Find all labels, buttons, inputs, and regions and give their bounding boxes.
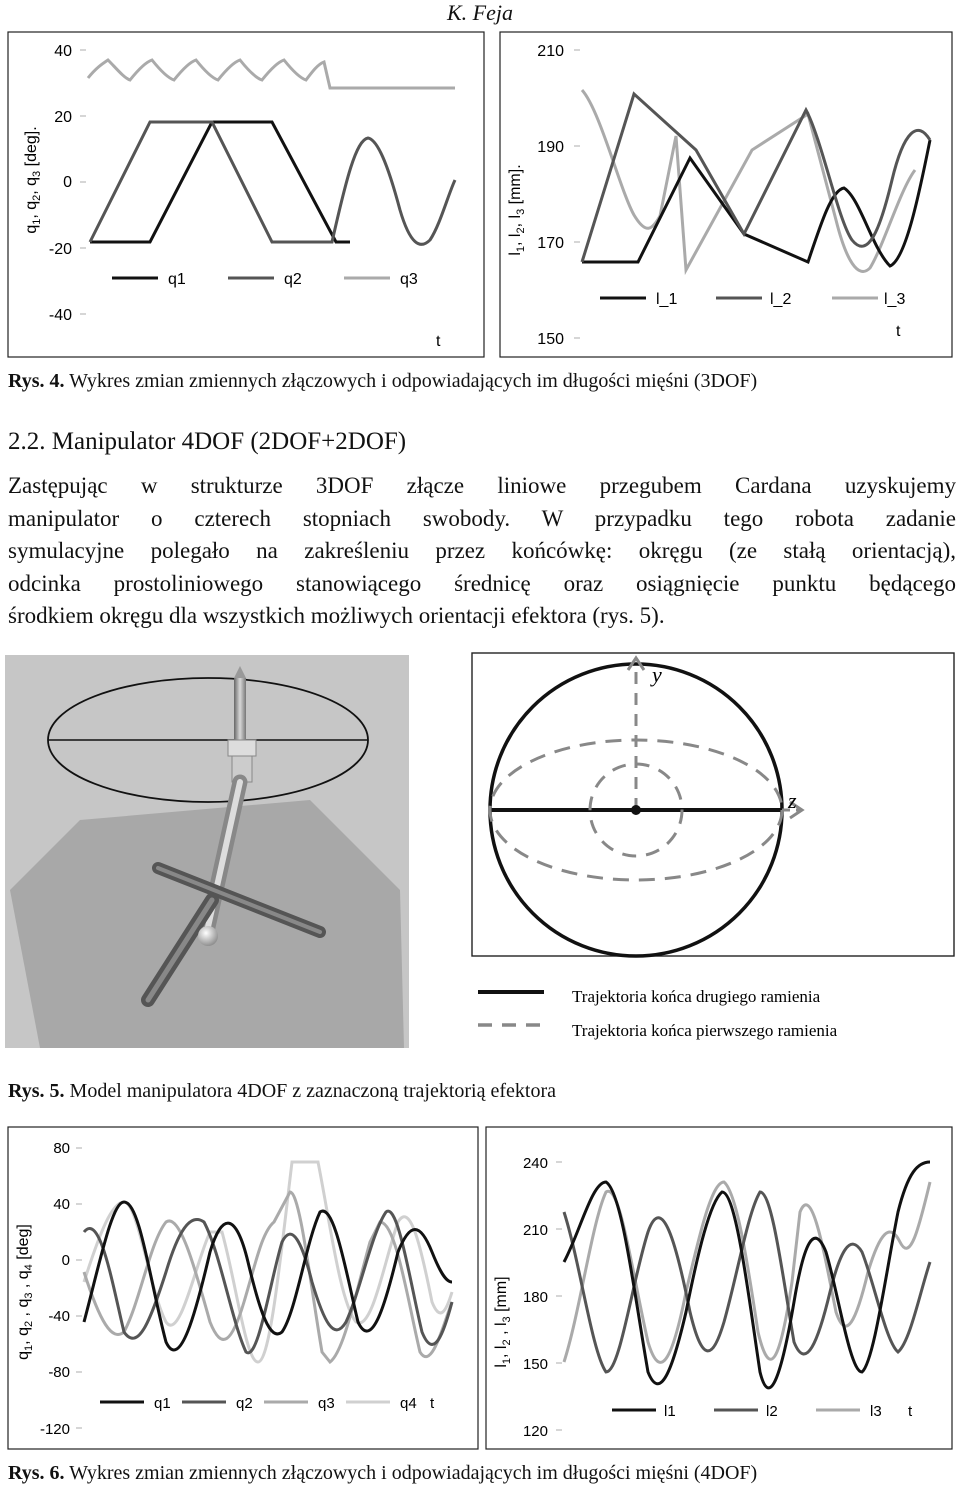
fig6-left-tickmarks [76,1148,82,1428]
paragraph-line: manipulator o czterech stopniach swobody. W przypadku tego robota zadanie [8,505,956,531]
axis-y-label: y [652,662,662,687]
fig4-right-ylabel: $l_1$, $l_2$, $l_3$ [mm]. [507,164,527,256]
tick-label: -40 [48,1308,70,1325]
tick-label: 0 [61,1252,70,1269]
figure4-caption-number: Rys. 4. [8,370,65,392]
fig6-right-frame [486,1127,952,1449]
legend-dashed-label: Trajektoria końca pierwszego ramienia [572,1021,838,1040]
tick-label: 0 [63,174,72,191]
legend-solid-label: Trajektoria końca drugiego ramienia [572,987,821,1006]
fig4-series-l1 [582,140,930,266]
fig6-right-legend [612,1403,882,1420]
fig4-left-ylabel: $q_1$, $q_2$, $q_3$ [deg]. [23,126,43,234]
tick-label: 240 [522,1155,548,1172]
legend-label-l3: l_3 [884,291,906,308]
fig6-left-yticks [40,1140,70,1438]
fig4-right-tickmarks [574,50,580,338]
fig4-series-q2 [90,122,455,244]
fig4-right-yticks [537,43,564,348]
legend-label-q3: q3 [318,1395,335,1412]
fig4-left-frame [8,32,484,357]
legend-label-q4: q4 [400,1395,417,1412]
tick-label: 150 [537,331,564,348]
legend-label-l1: l1 [664,1403,676,1420]
figure6-caption-text: Wykres zmian zmiennych złączowych i odpowiadających im długości mięśni (4DOF) [69,1462,758,1484]
figure5-caption-number: Rys. 5. [8,1080,65,1102]
fig6-right-xlabel: t [908,1403,913,1420]
tick-label: -20 [48,241,72,258]
figure6-charts [0,1122,960,1454]
tick-label: 20 [54,109,72,126]
fig6-right-tickmarks [556,1162,562,1430]
figure6-caption-number: Rys. 6. [8,1462,65,1484]
fig6-left-legend [100,1395,417,1412]
tick-label: 80 [53,1140,70,1157]
legend-label-l2: l_2 [770,291,792,308]
tick-label: 210 [522,1222,548,1239]
tick-label: -120 [39,1421,70,1438]
paragraph-line: Zastępując w strukturze 3DOF złącze liniowe przegubem Cardana uzyskujemy [8,473,956,498]
tick-label: 170 [537,235,564,252]
legend-label-l2: l2 [766,1403,778,1420]
fig4-left-tickmarks [80,50,86,314]
manipulator-3d-render [5,655,409,1048]
paragraph-line: odcinka prostoliniowego stanowiącego średnicę oraz osiągnięcie punktu będącego [8,570,956,596]
tick-label: 150 [522,1356,548,1373]
fig6-left-ylabel: $q_1$, $q_2$ , $q_3$ , $q_4$ [deg] [15,1224,35,1360]
legend-label-q1: q1 [168,271,186,288]
legend-label-q1: q1 [154,1395,171,1412]
tick-label: 180 [522,1289,548,1306]
tick-label: 190 [537,139,564,156]
fig4-left-yticks [49,43,72,324]
tick-label: 40 [54,43,72,60]
section-title: 2.2. Manipulator 4DOF (2DOF+2DOF) [8,428,407,455]
fig6-left-xlabel: t [430,1395,435,1412]
tick-label: 40 [53,1196,70,1213]
figure5-illustrations [0,650,960,1050]
paragraph-line: symulacyjne polegało na zakreśleniu przez końcówkę: okręgu (ze stałą orientacją), [8,538,956,564]
fig4-right-xlabel: t [896,323,901,340]
fig6-right-ylabel: $l_1$, $l_2$ , $l_3$ [mm] [493,1276,513,1368]
legend-label-q2: q2 [284,271,302,288]
fig6-right-yticks [523,1155,548,1440]
trajectory-schematic [472,653,954,956]
fig4-right-legend [600,291,905,308]
fig4-series-l2 [582,94,930,262]
figure5-caption [8,1080,556,1103]
fig6-series-l1 [564,1162,930,1388]
legend-label-l3: l3 [870,1403,882,1420]
tick-label: -40 [48,307,72,324]
paragraph-line: środkiem okręgu dla wszystkich możliwych orientacji efektora (rys. 5). [8,603,665,629]
tick-label: 120 [522,1423,548,1440]
figure6-caption [8,1462,757,1485]
section-paragraph [8,470,956,633]
figure4-caption-text: Wykres zmian zmiennych złączowych i odpowiadających im długości mięśni (3DOF) [69,370,758,392]
tick-label: 210 [537,43,564,60]
fig4-series-q3 [88,60,455,88]
page-header-author: K. Feja [447,0,513,25]
legend-label-q2: q2 [236,1395,253,1412]
figure5-caption-text: Model manipulatora 4DOF z zaznaczoną trajektorią efektora [69,1080,556,1102]
figure4-caption [8,370,757,393]
tick-label: -80 [48,1364,70,1381]
fig4-left-legend [112,271,418,288]
axis-z-label: z [788,788,797,813]
fig4-left-xlabel: t [436,333,441,350]
legend-label-l1: l_1 [656,291,678,308]
figure4-charts [0,30,960,360]
figure5-legend [478,987,838,1040]
legend-label-q3: q3 [400,271,418,288]
